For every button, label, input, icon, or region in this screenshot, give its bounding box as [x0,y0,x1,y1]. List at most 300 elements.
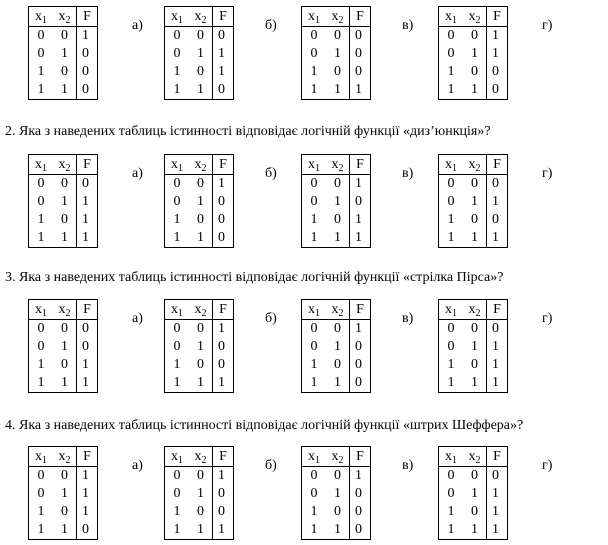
var-x: x [445,448,452,464]
table-row [439,467,508,486]
cell-f: 1 [487,338,508,356]
table-row [165,63,234,81]
header-f: F [487,447,508,467]
table-row [302,467,371,486]
cell-x1: 1 [447,230,455,245]
header-x1 [439,7,464,27]
table-row [29,521,98,540]
cell-f: 1 [487,374,508,393]
cell-f: 0 [213,229,234,248]
cell-x2: 1 [334,230,341,245]
table-row [165,503,234,521]
truth-table-option [438,446,508,540]
cell-x2: 0 [334,212,341,227]
var-x: x [445,301,452,317]
cell-x1: 0 [173,339,181,354]
header-f: F [350,7,371,27]
question-text: 2. Яка з наведених таблиць істинності відповідає логічній функції «диз’юнкція»? [5,124,491,139]
table-row [29,374,98,393]
cell-f: 0 [350,63,371,81]
cell-f: 1 [77,356,98,374]
cell-x1: 0 [447,194,455,209]
cell-x2: 1 [197,194,204,209]
cell-x2: 0 [471,321,478,336]
cell-f: 0 [350,45,371,63]
cell-x1: 0 [37,176,45,191]
cell-x2: 0 [61,468,68,483]
var-subscript-2: 2 [65,14,71,26]
table-row [439,193,508,211]
cell-x2: 1 [197,375,204,390]
table-row [29,27,98,46]
cell-x1: 0 [173,194,181,209]
cell-x2: 1 [471,486,478,501]
cell-x1: 0 [37,486,45,501]
cell-x1: 1 [310,230,318,245]
var-x: x [171,301,178,317]
cell-f: 0 [487,467,508,486]
table-row [165,81,234,100]
table-row [165,485,234,503]
table-row [439,81,508,100]
cell-f: 0 [213,356,234,374]
cell-x2: 1 [334,486,341,501]
cell-x1: 0 [447,28,455,43]
header-f: F [487,155,508,175]
cell-x1: 1 [37,82,45,97]
cell-x1: 1 [173,64,181,79]
table-row [439,63,508,81]
cell-f: 0 [77,81,98,100]
table-row [439,320,508,339]
table-row [165,356,234,374]
header-f: F [213,447,234,467]
header-row [29,300,98,320]
question-text: 4. Яка з наведених таблиць істинності відповідає логічній функції «штрих Шеффера»? [5,418,524,433]
header-x1 [165,447,190,467]
cell-x1: 1 [447,504,455,519]
var-subscript-2: 2 [201,454,207,466]
table-row [29,175,98,194]
header-row [29,447,98,467]
var-subscript-2: 2 [65,162,71,174]
cell-f: 0 [213,338,234,356]
cell-f: 0 [487,63,508,81]
cell-x2: 0 [197,321,204,336]
truth-table-option [438,154,508,248]
var-x: x [331,448,339,464]
cell-x2: 0 [334,468,341,483]
option-label[interactable]: г) [542,166,553,181]
table-row [29,193,98,211]
var-x: x [58,156,66,172]
header-row [302,300,371,320]
var-x: x [331,301,339,317]
table-row [302,320,371,339]
var-x: x [35,156,42,172]
var-subscript-1: 1 [42,454,47,466]
header-x2 [53,447,77,467]
cell-f: 0 [77,175,98,194]
var-subscript-1: 1 [42,162,47,174]
header-f: F [77,7,98,27]
header-x1 [302,155,327,175]
cell-f: 0 [487,211,508,229]
var-x: x [445,156,452,172]
cell-x2: 0 [197,28,204,43]
cell-f: 1 [213,175,234,194]
var-subscript-2: 2 [475,307,481,319]
header-x1 [165,155,190,175]
cell-f: 0 [350,356,371,374]
cell-f: 1 [213,45,234,63]
table-row [439,175,508,194]
cell-f: 1 [487,229,508,248]
cell-x1: 0 [173,321,181,336]
table-row [29,356,98,374]
header-row [439,300,508,320]
truth-table-prompt [28,299,98,393]
var-x: x [194,448,202,464]
header-f: F [213,155,234,175]
cell-x1: 0 [173,176,181,191]
truth-table-option [301,154,371,248]
header-f: F [350,155,371,175]
table-row [439,27,508,46]
cell-x1: 1 [447,212,455,227]
table-row [29,45,98,63]
cell-f: 0 [213,81,234,100]
cell-f: 0 [350,485,371,503]
var-subscript-2: 2 [475,14,481,26]
var-x: x [35,8,42,24]
cell-x2: 1 [61,339,68,354]
cell-x1: 0 [37,46,45,61]
cell-f: 0 [213,503,234,521]
cell-x1: 1 [173,504,181,519]
var-subscript-1: 1 [178,307,183,319]
var-x: x [58,8,66,24]
cell-x2: 1 [197,230,204,245]
cell-x2: 1 [471,82,478,97]
truth-table-option [438,6,508,100]
table-row [302,374,371,393]
table-row [165,193,234,211]
header-row [165,447,234,467]
header-row [165,155,234,175]
cell-x2: 0 [61,212,68,227]
cell-f: 1 [213,521,234,540]
cell-f: 0 [350,338,371,356]
table-row [29,63,98,81]
cell-x2: 1 [61,486,68,501]
var-subscript-2: 2 [475,162,481,174]
option-label[interactable]: в) [402,166,414,181]
cell-f: 1 [77,193,98,211]
header-row [302,7,371,27]
header-x2 [326,155,350,175]
table-row [29,503,98,521]
cell-f: 1 [487,193,508,211]
cell-f: 0 [350,27,371,46]
cell-x2: 0 [61,321,68,336]
cell-f: 1 [77,229,98,248]
cell-f: 1 [487,356,508,374]
cell-f: 1 [350,467,371,486]
cell-x1: 1 [37,212,45,227]
header-f: F [77,155,98,175]
cell-x1: 1 [173,230,181,245]
header-x2 [326,447,350,467]
option-label[interactable]: а) [132,458,143,473]
cell-f: 0 [213,27,234,46]
var-x: x [468,156,476,172]
header-f: F [213,7,234,27]
table-row [302,193,371,211]
cell-x2: 1 [197,339,204,354]
cell-x2: 1 [61,230,68,245]
var-subscript-1: 1 [42,307,47,319]
option-label[interactable]: в) [402,458,414,473]
var-subscript-1: 1 [452,14,457,26]
var-subscript-1: 1 [178,14,183,26]
cell-x2: 1 [61,82,68,97]
cell-x1: 0 [310,176,318,191]
table-row [302,229,371,248]
cell-f: 1 [487,45,508,63]
header-x2 [463,447,487,467]
option-label[interactable]: г) [542,18,553,33]
cell-x1: 0 [447,486,455,501]
cell-f: 1 [487,27,508,46]
header-x2 [326,7,350,27]
cell-x2: 1 [61,194,68,209]
truth-table-prompt [28,446,98,540]
var-x: x [35,448,42,464]
cell-f: 0 [487,320,508,339]
option-label[interactable]: г) [542,311,553,326]
table-row [302,81,371,100]
cell-x1: 1 [447,522,455,537]
cell-x1: 1 [310,357,318,372]
cell-x1: 0 [37,194,45,209]
truth-table-option [164,6,234,100]
truth-table-option [164,154,234,248]
table-row [439,356,508,374]
var-x: x [308,448,315,464]
var-x: x [194,8,202,24]
cell-x2: 1 [471,194,478,209]
cell-f: 1 [213,320,234,339]
table-row [29,467,98,486]
cell-f: 0 [350,374,371,393]
table-row [165,374,234,393]
header-row [29,155,98,175]
option-label[interactable]: б) [265,18,277,33]
cell-x2: 1 [471,339,478,354]
cell-x2: 0 [471,212,478,227]
cell-x2: 0 [197,64,204,79]
option-label[interactable]: б) [265,311,277,326]
cell-x2: 0 [471,176,478,191]
cell-x1: 0 [173,28,181,43]
cell-x1: 0 [310,339,318,354]
table-row [302,356,371,374]
cell-x1: 0 [447,339,455,354]
cell-f: 0 [77,45,98,63]
cell-x1: 0 [173,486,181,501]
header-x1 [302,7,327,27]
cell-f: 1 [213,374,234,393]
table-row [302,521,371,540]
table-row [29,320,98,339]
cell-x2: 0 [197,504,204,519]
table-row [29,485,98,503]
table-row [302,338,371,356]
truth-table-option [301,6,371,100]
option-label[interactable]: а) [132,166,143,181]
cell-f: 1 [487,485,508,503]
cell-x1: 0 [310,28,318,43]
table-row [439,485,508,503]
var-x: x [35,301,42,317]
cell-x1: 1 [173,212,181,227]
cell-x2: 1 [197,82,204,97]
table-row [29,211,98,229]
cell-f: 0 [487,81,508,100]
table-row [439,521,508,540]
cell-x1: 0 [310,486,318,501]
header-x1 [439,300,464,320]
cell-x1: 0 [447,176,455,191]
cell-f: 1 [487,521,508,540]
cell-f: 0 [213,485,234,503]
header-x1 [165,7,190,27]
option-label[interactable]: в) [402,18,414,33]
var-subscript-1: 1 [315,162,320,174]
var-subscript-2: 2 [201,162,207,174]
header-row [439,447,508,467]
cell-x2: 1 [61,522,68,537]
table-row [165,320,234,339]
cell-f: 1 [350,229,371,248]
cell-x2: 0 [471,357,478,372]
cell-x1: 1 [37,375,45,390]
cell-f: 1 [350,81,371,100]
truth-table-option [164,446,234,540]
option-label[interactable]: в) [402,311,414,326]
cell-x1: 1 [37,64,45,79]
header-row [29,7,98,27]
option-label[interactable]: б) [265,458,277,473]
header-x2 [326,300,350,320]
cell-x1: 1 [310,504,318,519]
cell-x2: 1 [197,522,204,537]
cell-x2: 0 [471,468,478,483]
header-x1 [29,447,54,467]
table-row [439,338,508,356]
header-x1 [29,155,54,175]
var-subscript-2: 2 [338,14,344,26]
option-label[interactable]: б) [265,166,277,181]
table-row [165,229,234,248]
var-subscript-1: 1 [452,307,457,319]
cell-x2: 1 [197,46,204,61]
var-x: x [308,156,315,172]
cell-x1: 0 [310,46,318,61]
header-x1 [439,447,464,467]
table-row [302,45,371,63]
cell-x1: 0 [447,46,455,61]
cell-x2: 1 [334,522,341,537]
cell-x1: 1 [173,82,181,97]
cell-f: 1 [77,211,98,229]
var-subscript-1: 1 [315,454,320,466]
truth-table-option [164,299,234,393]
cell-f: 0 [487,175,508,194]
header-f: F [487,300,508,320]
cell-x2: 0 [471,504,478,519]
cell-f: 1 [350,320,371,339]
cell-x2: 0 [334,176,341,191]
cell-f: 1 [77,467,98,486]
table-row [302,27,371,46]
cell-x1: 0 [447,468,455,483]
header-f: F [487,7,508,27]
var-x: x [468,8,476,24]
cell-x1: 0 [37,339,45,354]
cell-f: 1 [77,485,98,503]
truth-table-option [438,299,508,393]
cell-x2: 0 [61,176,68,191]
cell-f: 0 [77,63,98,81]
cell-x1: 1 [447,375,455,390]
header-x2 [463,7,487,27]
header-row [439,7,508,27]
table-row [439,374,508,393]
option-label[interactable]: а) [132,311,143,326]
cell-f: 0 [350,521,371,540]
table-row [165,45,234,63]
cell-f: 0 [213,193,234,211]
var-x: x [58,301,66,317]
table-row [165,521,234,540]
header-row [439,155,508,175]
truth-table-prompt [28,154,98,248]
table-row [165,467,234,486]
option-label[interactable]: а) [132,18,143,33]
option-label[interactable]: г) [542,458,553,473]
cell-x1: 0 [447,321,455,336]
cell-x2: 0 [197,176,204,191]
table-row [165,338,234,356]
header-x1 [29,7,54,27]
table-row [29,81,98,100]
cell-f: 1 [77,374,98,393]
cell-x2: 0 [471,28,478,43]
question-text: 3. Яка з наведених таблиць істинності відповідає логічній функції «стрілка Пірса»? [5,270,504,285]
cell-f: 1 [77,503,98,521]
cell-x2: 1 [334,194,341,209]
table-row [165,175,234,194]
table-row [302,63,371,81]
cell-x2: 0 [61,357,68,372]
cell-x1: 1 [310,82,318,97]
var-x: x [171,156,178,172]
cell-x1: 1 [310,522,318,537]
cell-f: 1 [77,27,98,46]
truth-table-option [301,446,371,540]
